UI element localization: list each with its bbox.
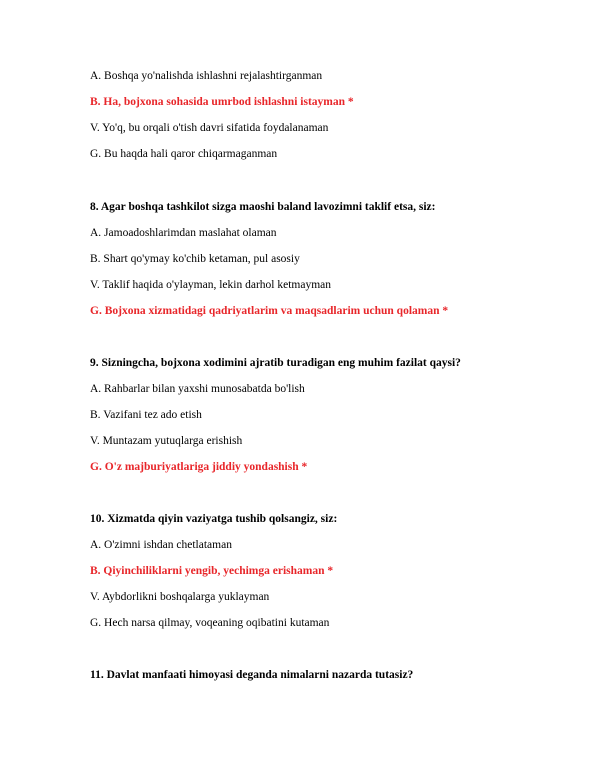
question-8-option-b: B. Shart qo'ymay ko'chib ketaman, pul asosiy: [90, 253, 300, 265]
question-10-title: 10. Xizmatda qiyin vaziyatga tushib qolsangiz, siz:: [90, 513, 338, 525]
prev-option-b-correct: B. Ha, bojxona sohasida umrbod ishlashni istayman *: [90, 96, 354, 108]
question-8-option-v: V. Taklif haqida o'ylayman, lekin darhol ketmayman: [90, 279, 332, 291]
question-9-option-b: B. Vazifani tez ado etish: [90, 409, 202, 421]
question-9-option-g-correct: G. O'z majburiyatlariga jiddiy yondashish *: [90, 461, 308, 473]
question-10-option-b-correct: B. Qiyinchiliklarni yengib, yechimga erishaman *: [90, 565, 334, 577]
prev-option-v: V. Yo'q, bu orqali o'tish davri sifatida foydalanaman: [90, 122, 329, 134]
question-9-option-v: V. Muntazam yutuqlarga erishish: [90, 435, 243, 447]
question-8-option-g-correct: G. Bojxona xizmatidagi qadriyatlarim va maqsadlarim uchun qolaman *: [90, 305, 449, 317]
question-9-title: 9. Sizningcha, bojxona xodimini ajratib turadigan eng muhim fazilat qaysi?: [90, 357, 461, 369]
question-10-option-a: A. O'zimni ishdan chetlataman: [90, 539, 232, 551]
question-10-option-v: V. Aybdorlikni boshqalarga yuklayman: [90, 591, 270, 603]
question-10-option-g: G. Hech narsa qilmay, voqeaning oqibatini kutaman: [90, 617, 330, 629]
question-9-option-a: A. Rahbarlar bilan yaxshi munosabatda bo'lish: [90, 383, 305, 395]
question-8-title: 8. Agar boshqa tashkilot sizga maoshi baland lavozimni taklif etsa, siz:: [90, 201, 436, 213]
question-8-option-a: A. Jamoadoshlarimdan maslahat olaman: [90, 227, 277, 239]
prev-option-a: A. Boshqa yo'nalishda ishlashni rejalashtirganman: [90, 70, 323, 82]
question-11-title: 11. Davlat manfaati himoyasi deganda nimalarni nazarda tutasiz?: [90, 669, 414, 681]
prev-option-g: G. Bu haqda hali qaror chiqarmaganman: [90, 148, 278, 160]
